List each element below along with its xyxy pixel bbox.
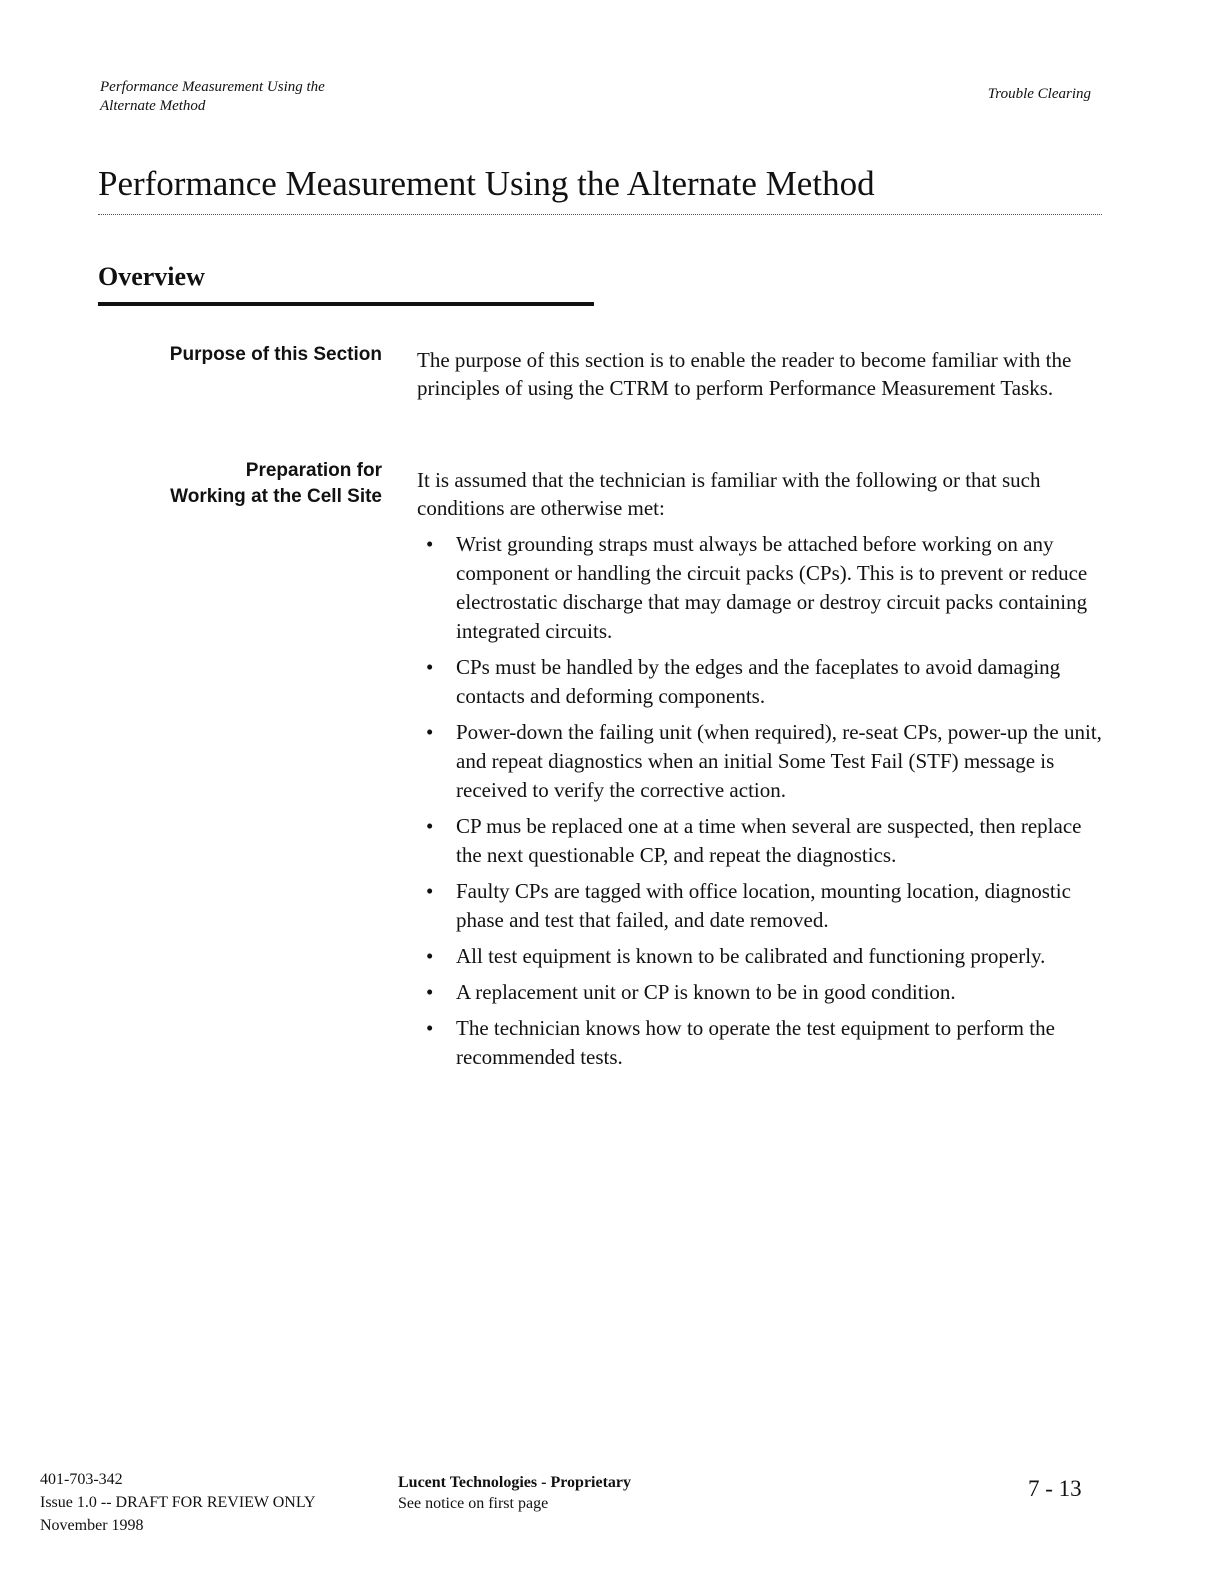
bullet-icon: • bbox=[426, 814, 434, 838]
list-item bbox=[420, 1014, 1110, 1072]
list-item-text: Faulty CPs are tagged with office location, mounting location, diagnostic phase and test that failed, and date removed. bbox=[456, 879, 1071, 932]
list-item-text: Power-down the failing unit (when required), re-seat CPs, power-up the unit, and repeat diagnostics when an initial Some Test Fail (STF) message is received to verify the corrective action. bbox=[456, 720, 1102, 802]
purpose-section-text: The purpose of this section is to enable the reader to become familiar with the principles of using the CTRM to perform Performance Measurement Tasks. bbox=[417, 348, 1072, 400]
bullet-icon: • bbox=[426, 655, 434, 679]
bullet-icon: • bbox=[426, 980, 434, 1004]
overview-divider bbox=[98, 302, 594, 306]
running-header-right: Trouble Clearing bbox=[987, 86, 1091, 102]
preparation-label-line2: Working at the Cell Site bbox=[170, 486, 382, 507]
footer-left bbox=[40, 1468, 316, 1537]
running-header-left-line2: Alternate Method bbox=[100, 98, 206, 114]
list-item-text: CPs must be handled by the edges and the faceplates to avoid damaging contacts and deforming components. bbox=[456, 655, 1061, 708]
list-item-text: The technician knows how to operate the test equipment to perform the recommended tests. bbox=[456, 1016, 1055, 1069]
footer-company: Lucent Technologies - Proprietary bbox=[398, 1474, 632, 1491]
purpose-section-label bbox=[82, 342, 382, 368]
list-item-text: Wrist grounding straps must always be attached before working on any component or handling the circuit packs (CPs). This is to prevent or reduce electrostatic discharge that may damage or destroy circuit packs containing integrated circuits. bbox=[456, 532, 1088, 643]
preparation-section-label bbox=[82, 458, 382, 510]
bullet-icon: • bbox=[426, 879, 434, 903]
footer-notice: See notice on first page bbox=[398, 1495, 549, 1512]
list-item bbox=[420, 812, 1110, 870]
title-dotted-divider bbox=[98, 214, 1102, 215]
list-item bbox=[420, 942, 1110, 971]
purpose-label-text: Purpose of this Section bbox=[169, 344, 382, 365]
list-item-text: All test equipment is known to be calibrated and functioning properly. bbox=[456, 944, 1046, 968]
list-item bbox=[420, 653, 1110, 711]
footer-middle bbox=[398, 1472, 631, 1514]
bullet-icon: • bbox=[426, 1016, 434, 1040]
page-title: Performance Measurement Using the Alternate Method bbox=[98, 164, 875, 203]
page-number: 7 - 13 bbox=[1028, 1476, 1082, 1501]
list-item bbox=[420, 877, 1110, 935]
bullet-icon: • bbox=[426, 532, 434, 556]
list-item bbox=[420, 530, 1110, 646]
list-item bbox=[420, 718, 1110, 805]
preparation-intro-text: It is assumed that the technician is familiar with the following or that such conditions are otherwise met: bbox=[417, 468, 1041, 520]
footer-date: November 1998 bbox=[40, 1517, 144, 1534]
list-item-text: CP mus be replaced one at a time when several are suspected, then replace the next questionable CP, and repeat the diagnostics. bbox=[456, 814, 1082, 867]
footer-issue: Issue 1.0 -- DRAFT FOR REVIEW ONLY bbox=[40, 1494, 316, 1511]
overview-heading: Overview bbox=[98, 262, 205, 291]
running-header-left bbox=[100, 78, 325, 116]
preparation-label-line1: Preparation for bbox=[245, 460, 382, 481]
running-header-left-line1: Performance Measurement Using the bbox=[100, 79, 325, 95]
list-item bbox=[420, 978, 1110, 1007]
bullet-icon: • bbox=[426, 720, 434, 744]
bullet-icon: • bbox=[426, 944, 434, 968]
footer-doc-number: 401-703-342 bbox=[40, 1471, 123, 1488]
list-item-text: A replacement unit or CP is known to be in good condition. bbox=[456, 980, 956, 1004]
preparation-bullet-list bbox=[420, 530, 1110, 1079]
